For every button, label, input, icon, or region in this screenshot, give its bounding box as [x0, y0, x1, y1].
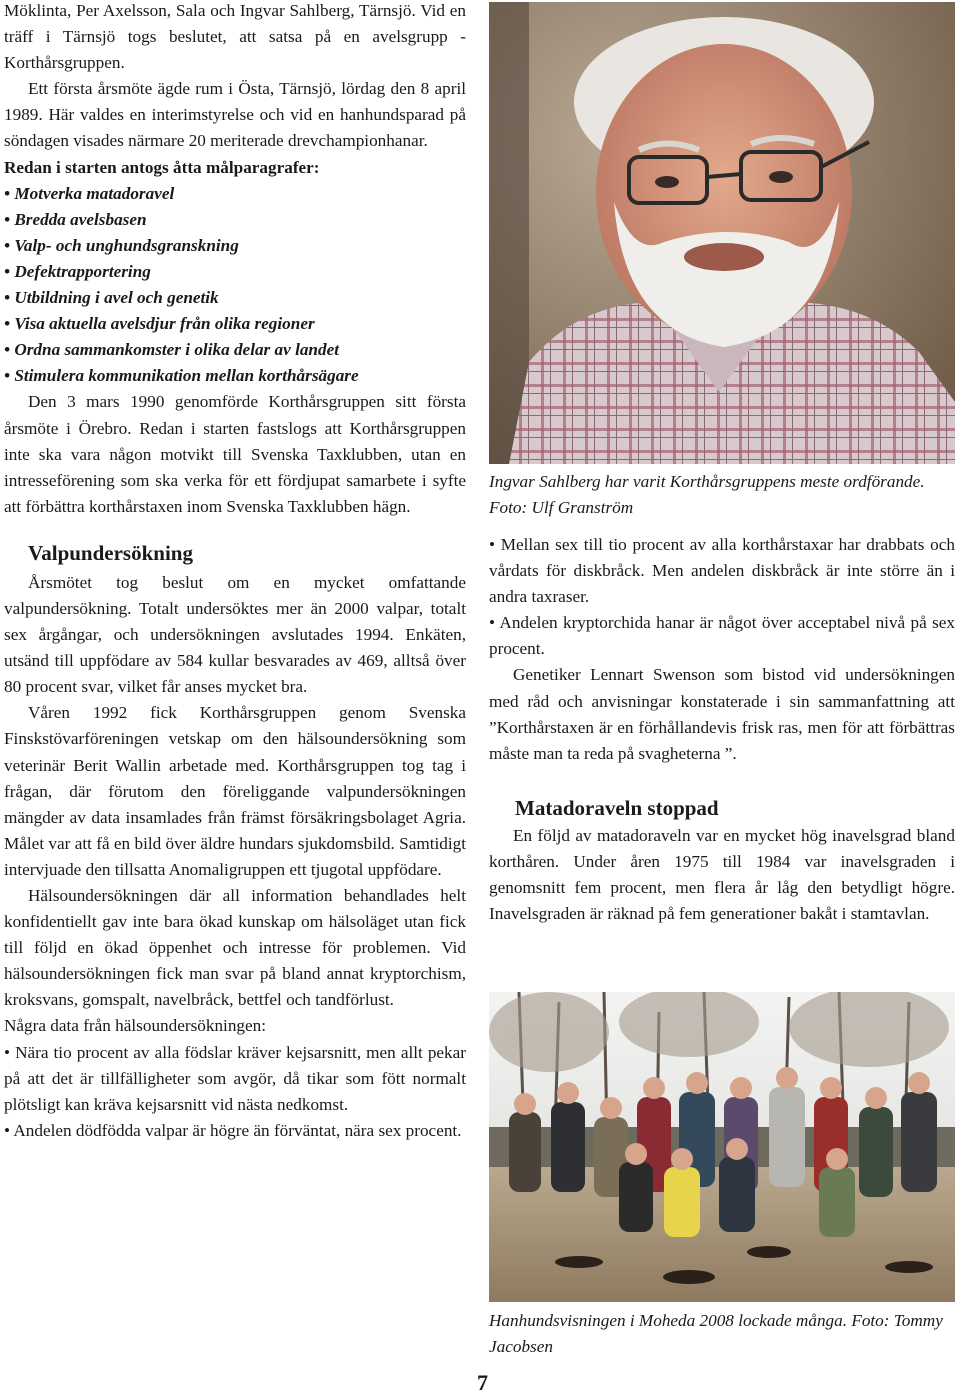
after-goals-paragraph: Den 3 mars 1990 genomförde Korthårsgruppen sitt första årsmöte i Örebro. Redan i starten fastslogs att Korthårsgruppen inte ska vara någon motvikt till Svenska Taxklubben, utan en intresseförening som ska verka för ett fördjupat samarbete i syfte att förbättra korthårstaxen inom Svenska Taxklubben hägn.	[4, 392, 466, 516]
group-photo	[489, 992, 955, 1302]
group-photo-caption: Hanhundsvisningen i Moheda 2008 lockade många. Foto: Tommy Jacobsen	[489, 1311, 943, 1356]
right-bullet: • Mellan sex till tio procent av alla korthårstaxar har drabbats och vårdats för diskbråck. Men andelen diskbråck är inte större än i andra taxraser.	[489, 535, 955, 607]
portrait-image	[489, 2, 955, 464]
goal-item: • Stimulera kommunikation mellan korthårsägare	[4, 366, 359, 386]
goal-item: • Utbildning i avel och genetik	[4, 288, 219, 308]
goal-item: • Motverka matadoravel	[4, 183, 175, 203]
right-column	[489, 532, 955, 927]
goal-item: • Bredda avelsbasen	[4, 209, 147, 229]
portrait-caption: Ingvar Sahlberg har varit Korthårsgruppens meste ordförande. Foto: Ulf Granström	[489, 472, 925, 517]
intro-paragraph-1: Möklinta, Per Axelsson, Sala och Ingvar Sahlberg, Tärnsjö. Vid en träff i Tärnsjö togs beslutet, att satsa på en avelsgrupp - Korthårsgruppen.	[4, 1, 466, 73]
intro-paragraph-2: Ett första årsmöte ägde rum i Östa, Tärnsjö, lördag den 8 april 1989. Här valdes en interimstyrelse och vid en hanhundsparad på söndagen visades närmare 20 meriterade drevchampionhanar.	[4, 79, 466, 151]
page-number: 7	[477, 1370, 488, 1395]
section-paragraph: Hälsoundersökningen där all information behandlades helt konfidentiellt gav inte bara ökad kunskap om hälsoläget utan fick till följd en ökad öppenhet och intresse för problemen. Vid hälsoundersökningen fick man svar på bland annat kryptorchism, kroksvans, gomspalt, navelbråck, bettfel och tandförlust.	[4, 886, 466, 1010]
section-heading-matadoraveln: Matadoraveln stoppad	[515, 795, 719, 820]
section-heading-valpundersokning: Valpundersökning	[28, 540, 193, 565]
right-bullet: • Andelen kryptorchida hanar är något över acceptabel nivå på sex procent.	[489, 613, 955, 659]
section-paragraph: Våren 1992 fick Korthårsgruppen genom Svenska Finskstövarföreningen vetskap om den hälsoundersökning som veterinär Berit Wallin arbetade med. Korthårsgruppen tog tag i frågan, där förutom den föreliggande valpundersökningen mängder av data insamlades från främst försäkringsbolaget Agria. Målet var att få en bild över äldre hundars sjukdomsbild. Samtidigt intervjuade den tillsatta Anomaligruppen ett tjugotal uppfödare.	[4, 703, 466, 879]
section-paragraph: Årsmötet tog beslut om en mycket omfattande valpundersökning. Totalt undersöktes mer än 2000 valpar, totalt sex årgångar, och undersökningen avslutades 1994. Enkäten, utsänd till uppfödare av 584 kullar besvarades av 469, alltså över 80 procent svar, vilket får anses mycket bra.	[4, 572, 466, 697]
data-intro: Några data från hälsoundersökningen:	[4, 1016, 267, 1036]
goal-item: • Ordna sammankomster i olika delar av landet	[4, 340, 339, 360]
group-image	[489, 992, 955, 1302]
data-bullet: • Andelen dödfödda valpar är högre än förväntat, nära sex procent.	[4, 1120, 462, 1140]
goal-item: • Visa aktuella avelsdjur från olika regioner	[4, 314, 315, 334]
goals-heading: Redan i starten antogs åtta målparagrafer:	[4, 157, 320, 177]
data-bullet: • Nära tio procent av alla födslar kräver kejsarsnitt, men allt pekar på att det är tillfälligheter som avgör, då tikar som fött normalt plötsligt kan kräva kejsarsnitt vid nästa nedkomst.	[4, 1042, 466, 1114]
portrait-photo	[489, 2, 955, 464]
left-column	[4, 0, 466, 1144]
goal-item: • Defektrapportering	[4, 261, 151, 281]
goals-list	[4, 181, 466, 390]
matadoraveln-paragraph: En följd av matadoraveln var en mycket hög inavelsgrad bland korthåren. Under åren 1975 till 1984 var inavelsgraden i genomsnitt fem procent, men flera år låg den betydligt högre. Inavelsgraden är räknad på fem generationer bakåt i stamtavlan.	[489, 825, 955, 924]
geneticist-paragraph: Genetiker Lennart Swenson som bistod vid undersökningen med råd och anvisningar konstaterade i sin sammanfattning att ”Korthårstaxen är en förhållandevis frisk ras, men för att förbättras måste man ta reda på svagheterna ”.	[489, 665, 955, 763]
goal-item: • Valp- och unghundsgranskning	[4, 235, 239, 255]
